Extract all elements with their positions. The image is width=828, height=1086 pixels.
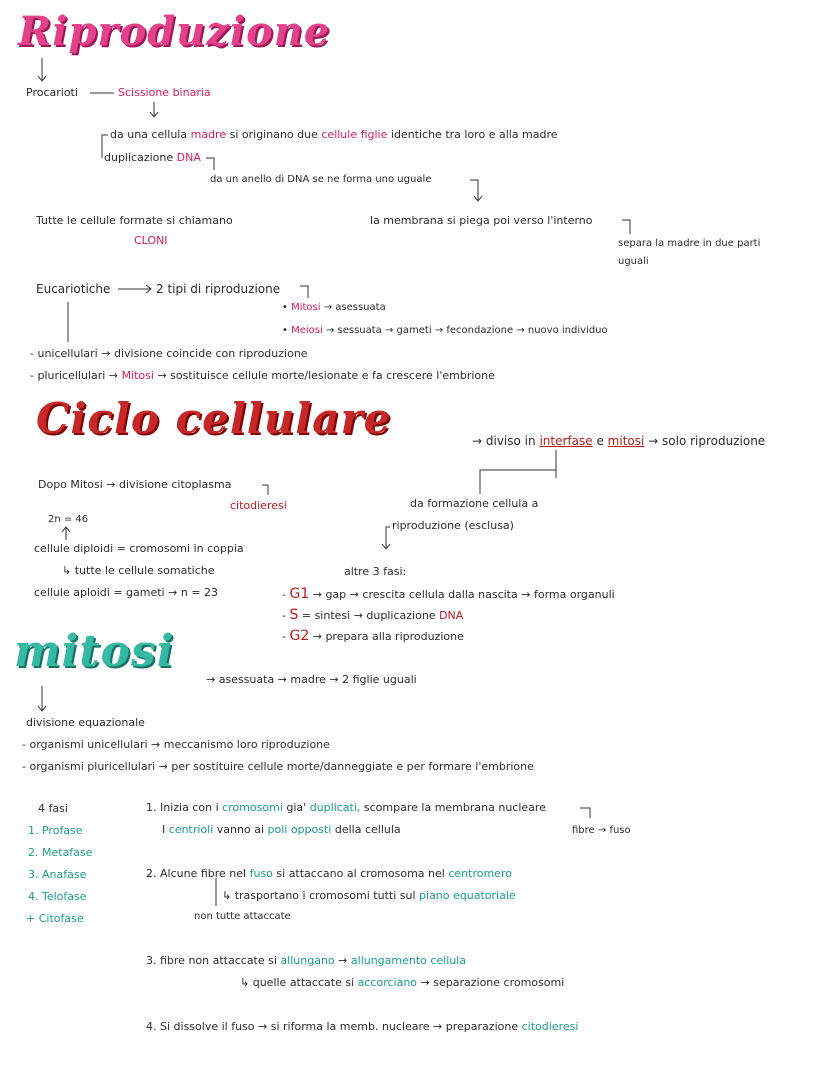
line-uguali: uguali	[618, 256, 649, 267]
fase-item: 3. Anafase	[28, 868, 87, 881]
bracket	[300, 286, 308, 298]
bracket	[580, 808, 590, 818]
line-membrana: la membrana si piega poi verso l'interno	[370, 214, 593, 227]
eucariotiche-label: Eucariotiche	[36, 282, 111, 296]
line-separa: separa la madre in due parti	[618, 238, 761, 249]
step1-fibre: fibre → fuso	[572, 825, 631, 836]
due-n-label: 2n = 46	[48, 514, 89, 525]
cloni-label: CLONI	[134, 234, 168, 247]
title-ciclo-cellulare: Ciclo cellulare	[36, 394, 392, 443]
procarioti-label: Procarioti	[26, 86, 78, 99]
line-da-una: da una cellula madre si originano due cellule figlie identiche tra loro e alla madre	[110, 128, 558, 141]
step2-line1: 2. Alcune fibre nel fuso si attaccano al cromosoma nel centromero	[146, 867, 512, 880]
fasi-title: 4 fasi	[38, 802, 68, 815]
step2-line2: ↳ trasportano i cromosomi tutti sul piano equatoriale	[222, 889, 516, 902]
altre-fasi-label: altre 3 fasi:	[344, 565, 407, 578]
step4-line: 4. Si dissolve il fuso → si riforma la memb. nucleare → preparazione citodieresi	[146, 1020, 579, 1033]
fase-item: + Citofase	[26, 912, 84, 925]
bracket	[262, 485, 268, 495]
step2-line3: non tutte attaccate	[194, 911, 291, 922]
scissione-label: Scissione binaria	[118, 86, 211, 99]
line-pluricellulari: - pluricellulari → Mitosi → sostituisce cellule morte/lesionate e fa crescere l'embrione	[30, 369, 495, 382]
step1-line2: I centrioli vanno ai poli opposti della cellula	[162, 823, 401, 836]
title-mitosi: mitosi	[14, 626, 175, 677]
fase-item: 4. Telofase	[28, 890, 87, 903]
line-org-pluri: - organismi pluricellulari → per sostituire cellule morte/danneggiate e per formare l'embrione	[22, 760, 534, 773]
line-s: - S = sintesi → duplicazione DNA	[282, 607, 464, 623]
line-diviso-in: → diviso in interfase e mitosi → solo riproduzione	[472, 434, 766, 448]
due-tipi-label: 2 tipi di riproduzione	[156, 282, 281, 296]
bracket	[206, 158, 214, 170]
bracket	[480, 450, 556, 494]
bracket	[622, 220, 630, 234]
line-diploidi: cellule diploidi = cromosomi in coppia	[34, 542, 244, 555]
line-g1: - G1 → gap → crescita cellula dalla nascita → forma organuli	[282, 586, 615, 602]
line-org-uni: - organismi unicellulari → meccanismo loro riproduzione	[22, 738, 330, 751]
fase-item: 2. Metafase	[28, 846, 93, 859]
line-da-formazione: da formazione cellula a	[410, 497, 539, 510]
step3-line1: 3. fibre non attaccate si allungano → allungamento cellula	[146, 954, 467, 967]
step3-line2: ↳ quelle attaccate si accorciano → separazione cromosomi	[240, 976, 565, 989]
step1-line1: 1. Inizia con i cromosomi gia' duplicati, scompare la membrana nucleare	[146, 801, 546, 814]
line-duplicazione: duplicazione DNA	[104, 151, 201, 164]
line-dopo-mitosi: Dopo Mitosi → divisione citoplasma	[38, 478, 232, 491]
line-somatiche: ↳ tutte le cellule somatiche	[62, 564, 215, 577]
title-riproduzione: Riproduzione	[18, 8, 331, 55]
line-g2: - G2 → prepara alla riproduzione	[282, 628, 464, 644]
line-mitosi-asessuata: • Mitosi → asessuata	[282, 302, 386, 313]
bracket	[470, 180, 478, 200]
citodieresi-label: citodieresi	[230, 499, 287, 512]
line-div-equazionale: divisione equazionale	[26, 716, 145, 729]
line-riproduzione-esclusa: riproduzione (esclusa)	[392, 519, 514, 532]
line-tutte-cellule: Tutte le cellule formate si chiamano	[36, 214, 233, 227]
bracket	[102, 135, 108, 158]
line-mitosi-asessuata: → asessuata → madre → 2 figlie uguali	[206, 673, 417, 686]
line-anello: da un anello di DNA se ne forma uno uguale	[210, 174, 432, 185]
line-aploidi: cellule aploidi = gameti → n = 23	[34, 586, 219, 599]
fase-item: 1. Profase	[28, 824, 83, 837]
line-unicellulari: - unicellulari → divisione coincide con riproduzione	[30, 347, 308, 360]
line-meiosi-sessuata: • Meiosi → sessuata → gameti → fecondazione → nuovo individuo	[282, 325, 608, 336]
